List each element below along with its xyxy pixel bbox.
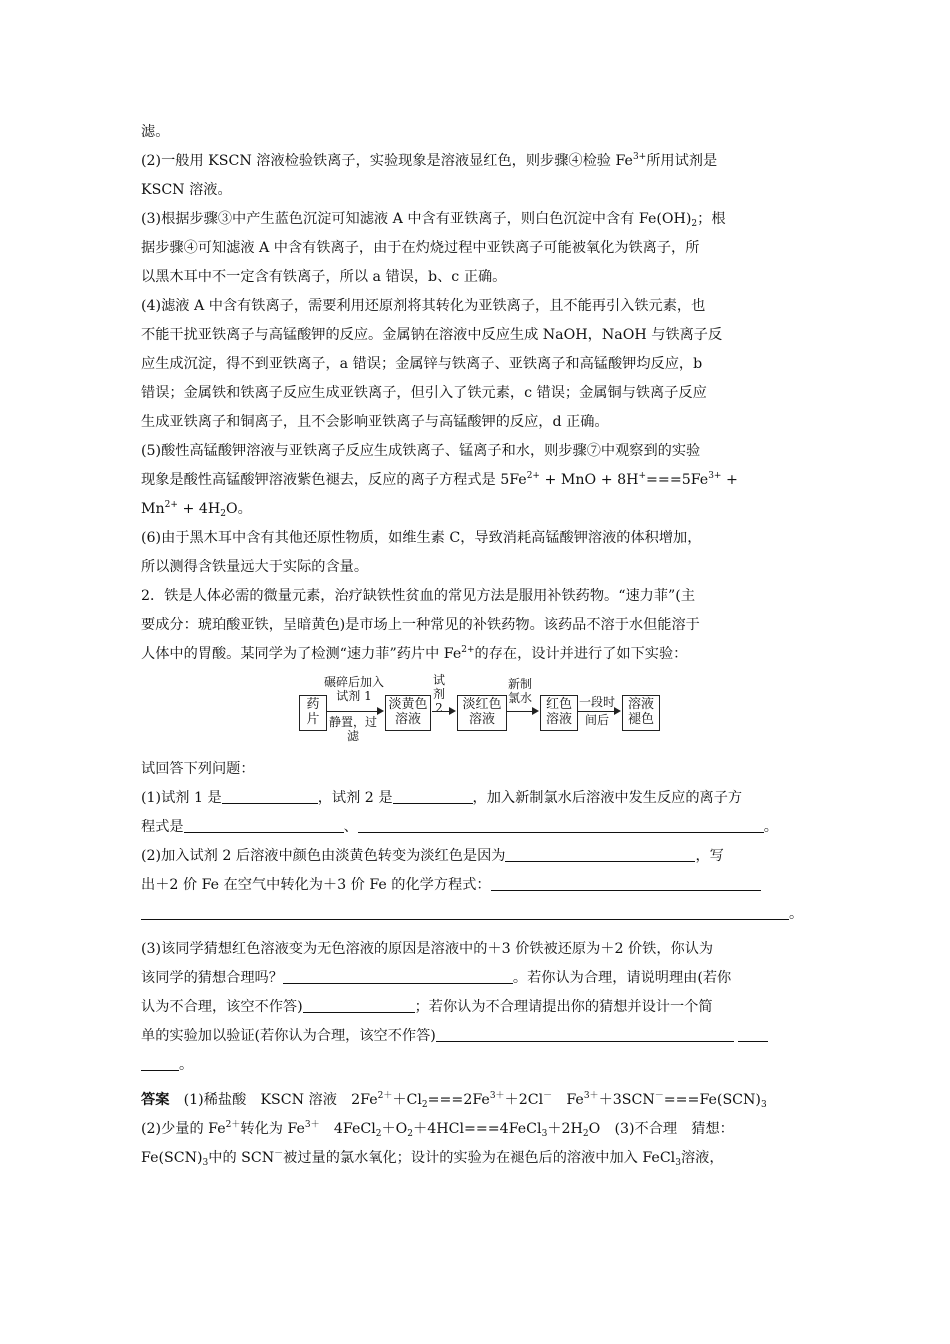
subscript: 2 — [691, 219, 698, 229]
text-line — [141, 495, 816, 524]
answer-line — [141, 1144, 816, 1173]
superscript: 3+ — [708, 471, 722, 481]
answer-blank[interactable] — [436, 1023, 734, 1042]
text-line — [141, 553, 816, 582]
superscript: 3＋ — [304, 1120, 320, 1130]
text-line — [141, 640, 816, 669]
arrow-head-icon — [532, 707, 539, 715]
answer-blank[interactable] — [505, 843, 695, 862]
subscript: 3 — [675, 1158, 681, 1168]
text: O。 — [226, 501, 252, 517]
text: ===Fe(SCN) — [663, 1092, 761, 1108]
text: ＋2Cl — [504, 1092, 544, 1108]
text-line — [141, 524, 816, 553]
flow-box-pale-yellow — [385, 695, 431, 731]
flow-label-top — [324, 675, 384, 703]
text: KSCN 溶液。 — [141, 182, 232, 198]
text: Mn — [141, 501, 165, 517]
text: 不能干扰亚铁离子与高锰酸钾的反应。金属钠在溶液中反应生成 NaOH，NaOH 与铁离子反 — [141, 327, 723, 343]
question-2 — [141, 842, 816, 871]
text: (3)根据步骤③中产生蓝色沉淀可知滤液 A 中含有亚铁离子，则白色沉淀中含有 Fe(OH) — [141, 211, 692, 227]
text: 现象是酸性高锰酸钾溶液紫色褪去，反应的离子方程式是 5Fe — [141, 472, 527, 488]
text: 出＋2 价 Fe 在空气中转化为＋3 价 Fe 的化学方程式： — [141, 877, 491, 893]
text: 以黑木耳中不一定含有铁离子，所以 a 错误，b、c 正确。 — [141, 269, 507, 285]
flow-arrow — [578, 711, 615, 712]
text-line — [141, 147, 816, 176]
subscript: 3 — [541, 1129, 548, 1139]
flow-box-label: 溶液褪色 — [627, 697, 654, 727]
text: 认为不合理，该空不作答) — [141, 999, 303, 1015]
text-line — [141, 408, 816, 437]
superscript: 2＋ — [225, 1120, 241, 1130]
text: ＋4HCl===4FeCl — [413, 1121, 542, 1137]
flow-box-decolorized — [622, 695, 660, 731]
flow-label-top — [505, 677, 535, 705]
text-line — [141, 350, 816, 379]
text-line — [141, 755, 816, 784]
flow-label-bottom — [324, 715, 382, 743]
text: 程式是 — [141, 819, 184, 835]
text: 试回答下列问题： — [141, 761, 255, 777]
text: (3)该同学猜想红色溶液变为无色溶液的原因是溶液中的＋3 价铁被还原为＋2 价铁，你认为 — [141, 941, 714, 957]
text-line — [141, 611, 816, 640]
text: 新制氯水 — [507, 677, 532, 705]
text: (2)少量的 Fe — [141, 1121, 226, 1137]
text: 溶液， — [680, 1150, 724, 1166]
text: 中的 SCN — [208, 1150, 275, 1166]
flow-arrow — [326, 711, 378, 712]
question-3-cont — [141, 1022, 816, 1051]
text: 的存在，设计并进行了如下实验： — [474, 646, 688, 662]
question-2-cont — [141, 900, 816, 929]
text: ===5Fe — [646, 472, 709, 488]
text-line — [141, 437, 816, 466]
text: (2)加入试剂 2 后溶液中颜色由淡黄色转变为淡红色是因为 — [141, 848, 506, 864]
text: O (3)不合理 猜想： — [588, 1121, 734, 1137]
answer-blank[interactable] — [141, 1052, 179, 1071]
text: 错误；金属铁和铁离子反应生成亚铁离子，但引入了铁元素，c 错误；金属铜与铁离子反应 — [141, 385, 707, 401]
answer-blank[interactable] — [738, 1023, 768, 1042]
subscript: 2 — [375, 1129, 382, 1139]
superscript: 2+ — [526, 471, 540, 481]
text: (2)一般用 KSCN 溶液检验铁离子，实验现象是溶液显红色，则步骤④检验 Fe — [141, 153, 633, 169]
superscript: 2+ — [164, 500, 178, 510]
text-line — [141, 263, 816, 292]
subscript: 2 — [220, 509, 226, 519]
text: 4FeCl — [319, 1121, 376, 1137]
text: ===2Fe — [427, 1092, 490, 1108]
text: 应生成沉淀，得不到亚铁离子，a 错误；金属锌与铁离子、亚铁离子和高锰酸钾均反应，b — [141, 356, 703, 372]
question-1 — [141, 784, 816, 813]
text: 要成分：琥珀酸亚铁，呈暗黄色)是市场上一种常见的补铁药物。该药品不溶于水但能溶于 — [141, 617, 700, 633]
text: Fe — [552, 1092, 584, 1108]
text: Fe(SCN) — [141, 1150, 203, 1166]
flow-box-red — [540, 695, 578, 731]
answer-blank[interactable] — [303, 994, 415, 1013]
text: ，写 — [695, 848, 724, 864]
answer-line — [141, 1115, 816, 1144]
text: 单的实验加以验证(若你认为合理，该空不作答) — [141, 1028, 436, 1044]
text: 。 — [789, 906, 804, 922]
text: ，加入新制氯水后溶液中发生反应的离子方 — [472, 790, 743, 806]
document-body — [141, 118, 816, 1173]
text: ，试剂 2 是 — [317, 790, 393, 806]
question-3-cont — [141, 1051, 816, 1080]
text: 该同学的猜想合理吗？ — [141, 970, 283, 986]
text: 人体中的胃酸。某同学为了检测“速力菲”药片中 Fe — [141, 646, 462, 662]
text-line — [141, 321, 816, 350]
text-line — [141, 582, 816, 611]
text: + 4H — [177, 501, 221, 517]
text: (4)滤液 A 中含有铁离子，需要利用还原剂将其转化为亚铁离子，且不能再引入铁元素，也 — [141, 298, 706, 314]
text: 转化为 Fe — [240, 1121, 305, 1137]
text: 所用试剂是 — [646, 153, 718, 169]
flow-arrow — [432, 711, 450, 712]
answer-blank[interactable] — [491, 872, 761, 891]
text-line — [141, 379, 816, 408]
question-1-cont — [141, 813, 816, 842]
text: ；若你认为不合理请提出你的猜想并设计一个简 — [414, 999, 713, 1015]
answer-blank[interactable] — [358, 814, 764, 833]
text: (1)稀盐酸 KSCN 溶液 2Fe — [183, 1092, 378, 1108]
arrow-head-icon — [377, 707, 384, 715]
answer-blank[interactable] — [222, 785, 318, 804]
superscript: 2+ — [461, 645, 475, 655]
text: ；根 — [697, 211, 726, 227]
text-line — [141, 176, 816, 205]
question-2-cont — [141, 871, 816, 900]
text: 一段时间后 — [578, 695, 615, 727]
flow-box-label: 淡红色溶液 — [462, 697, 502, 727]
text: 、 — [343, 819, 358, 835]
subscript: 2 — [421, 1100, 428, 1110]
text: 2．铁是人体必需的微量元素，治疗缺铁性贫血的常见方法是服用补铁药物。“速力菲”(主 — [141, 588, 696, 604]
text: ＋O — [381, 1121, 408, 1137]
superscript: + — [638, 471, 647, 481]
text: 滤。 — [141, 124, 170, 140]
text: 静置，过滤 — [328, 715, 377, 743]
text: + — [721, 472, 738, 488]
text: 碾碎后加入试剂 1 — [324, 675, 385, 703]
text: 。 — [179, 1057, 194, 1073]
flow-arrow — [507, 711, 533, 712]
superscript: 3＋ — [489, 1091, 505, 1101]
text: 被过量的氯水氧化；设计的实验为在褪色后的溶液中加入 FeCl — [283, 1150, 676, 1166]
answer-label: 答案 — [141, 1092, 170, 1108]
text: ＋2H — [547, 1121, 583, 1137]
text: (5)酸性高锰酸钾溶液与亚铁离子反应生成铁离子、锰离子和水，则步骤⑦中观察到的实验 — [141, 443, 701, 459]
superscript: － — [274, 1149, 284, 1159]
text: ＋3SCN — [598, 1092, 655, 1108]
answer-blank[interactable] — [184, 814, 344, 833]
answer-line — [141, 1086, 816, 1115]
text: 生成亚铁离子和铜离子，且不会影响亚铁离子与高锰酸钾的反应，d 正确。 — [141, 414, 609, 430]
text: 。若你认为合理，请说明理由(若你 — [512, 970, 732, 986]
text: 。 — [763, 819, 778, 835]
text: + MnO + 8H — [539, 472, 639, 488]
text-line — [141, 292, 816, 321]
text-line — [141, 205, 816, 234]
flow-box-label: 药片 — [306, 697, 320, 727]
flow-label-top — [430, 673, 448, 715]
subscript: 3 — [202, 1158, 209, 1168]
subscript: 3 — [760, 1100, 767, 1110]
superscript: 3+ — [632, 152, 647, 162]
subscript: 2 — [407, 1129, 414, 1139]
question-3-cont — [141, 993, 816, 1022]
question-3-cont — [141, 964, 816, 993]
text: ＋Cl — [392, 1092, 422, 1108]
superscript: － — [543, 1091, 553, 1101]
answer-blank[interactable] — [283, 965, 513, 984]
flow-box-pale-red — [457, 695, 507, 731]
flow-box-label: 淡黄色溶液 — [388, 697, 428, 727]
text: (6)由于黑木耳中含有其他还原性物质，如维生素 C，导致消耗高锰酸钾溶液的体积增加， — [141, 530, 702, 546]
experiment-flow-diagram — [141, 673, 816, 751]
text: (1)试剂 1 是 — [141, 790, 222, 806]
arrow-head-icon — [449, 707, 456, 715]
superscript: 3＋ — [583, 1091, 599, 1101]
flow-box-label: 红色溶液 — [545, 697, 572, 727]
answer-blank[interactable] — [393, 785, 473, 804]
superscript: 2＋ — [377, 1091, 393, 1101]
superscript: － — [654, 1091, 664, 1101]
arrow-head-icon — [614, 707, 621, 715]
question-3 — [141, 935, 816, 964]
text: 所以测得含铁量远大于实际的含量。 — [141, 559, 369, 575]
text: 试剂 2 — [432, 673, 445, 715]
text-line — [141, 234, 816, 263]
subscript: 2 — [582, 1129, 589, 1139]
flow-box-tablet — [299, 695, 327, 731]
answer-blank[interactable] — [141, 901, 789, 920]
text-line — [141, 466, 816, 495]
text: 据步骤④可知滤液 A 中含有铁离子，由于在灼烧过程中亚铁离子可能被氧化为铁离子，所 — [141, 240, 700, 256]
text-line — [141, 118, 816, 147]
